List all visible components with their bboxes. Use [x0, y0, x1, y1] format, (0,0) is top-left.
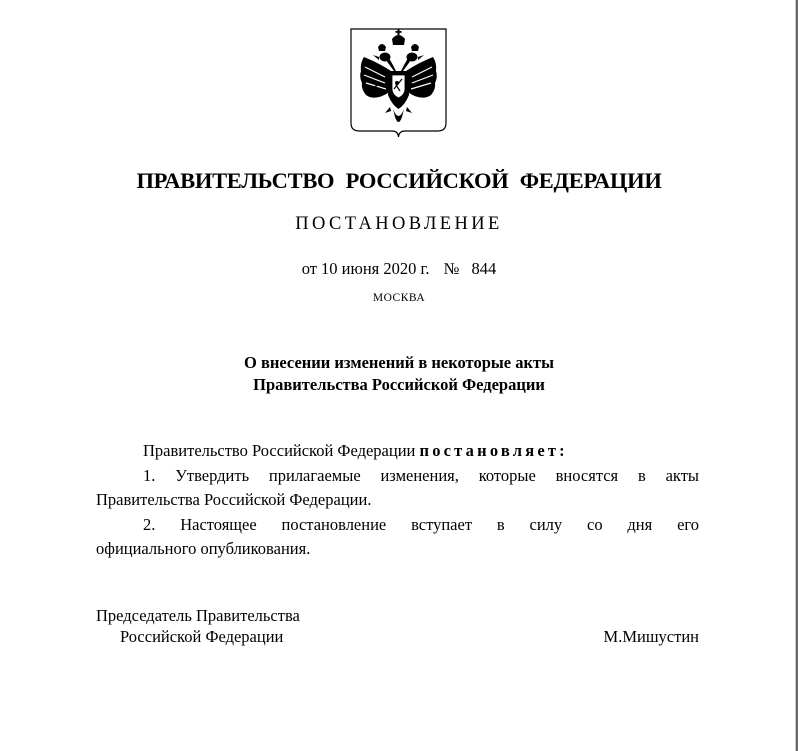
document-type: ПОСТАНОВЛЕНИЕ [295, 214, 503, 234]
document-date-line [0, 259, 798, 279]
document-number: 844 [471, 259, 497, 278]
body-item-1-line-1 [96, 464, 699, 489]
signatory-position-line-2: Российской Федерации [120, 627, 284, 646]
document-date: от 10 июня 2020 г. [301, 259, 430, 278]
body-item-1-line-2 [96, 488, 699, 513]
intro-verb: постановляет: [419, 441, 568, 460]
item-1-text-cont: Правительства Российской Федерации. [96, 490, 372, 509]
body-intro [96, 439, 699, 464]
signatory-position-line-1: Председатель Правительства [96, 606, 300, 625]
number-label: № [443, 259, 460, 278]
russian-coat-of-arms-icon [349, 27, 448, 139]
intro-prefix: Правительство Российской Федерации [143, 441, 416, 460]
item-2-text: 2. Настоящее постановление вступает в силу со дня его [143, 514, 699, 534]
body-item-2-line-2 [96, 537, 699, 562]
document-body [96, 439, 699, 562]
city: МОСКВА [372, 292, 426, 304]
item-2-text-cont: официального опубликования. [96, 539, 311, 558]
subject-line-2: Правительства Российской Федерации [253, 375, 545, 394]
government-title: ПРАВИТЕЛЬСТВО РОССИЙСКОЙ ФЕДЕРАЦИИ [136, 168, 662, 193]
item-1-text: 1. Утвердить прилагаемые изменения, которые вносятся в акты [143, 465, 699, 485]
subject-line-1: О внесении изменений в некоторые акты [244, 353, 554, 372]
signatory-name: М.Мишустин [603, 627, 699, 646]
document-subject [0, 352, 798, 396]
body-item-2-line-1 [96, 513, 699, 538]
